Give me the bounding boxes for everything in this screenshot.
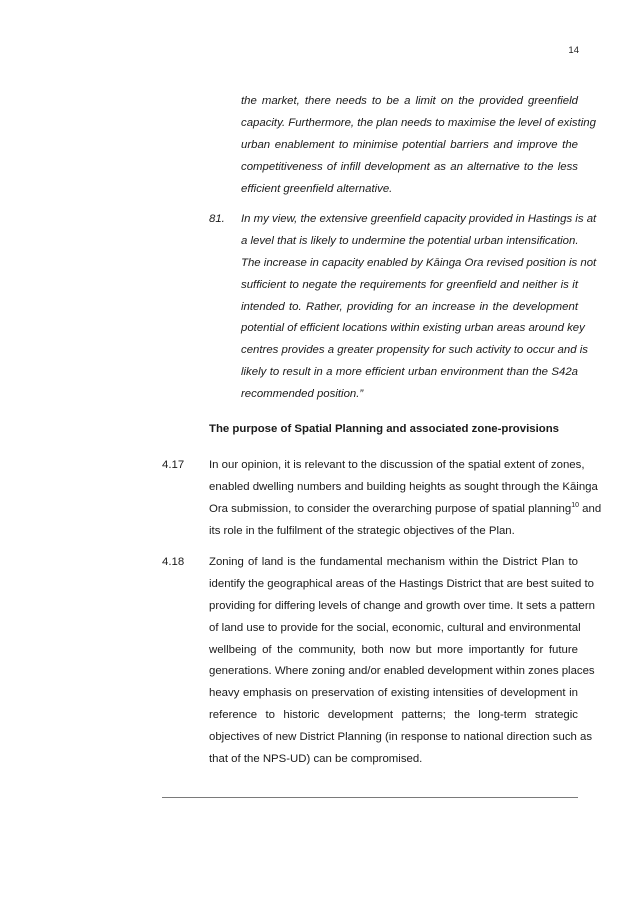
- text-line: centres provides a greater propensity for such activity to occur and is: [241, 344, 588, 357]
- paragraph-number: 4.18: [162, 556, 185, 568]
- paragraph-4-17: [209, 455, 602, 543]
- paragraph-number: 4.17: [162, 459, 185, 471]
- text-line: providing for differing levels of change and growth over time. It sets a pattern: [209, 599, 596, 612]
- page-number: 14: [568, 45, 579, 56]
- text-segment: Ora submission, to consider the overarching purpose of spatial planning: [209, 502, 572, 515]
- text-line: efficient greenfield alternative.: [241, 182, 393, 195]
- footnote-reference[interactable]: 10: [571, 501, 579, 509]
- section-heading: The purpose of Spatial Planning and associated zone-provisions: [209, 423, 560, 435]
- text-segment: and: [578, 502, 602, 515]
- text-line: Zoning of land is the fundamental mechanism within the District Plan to: [209, 556, 578, 568]
- text-line: urban enablement to minimise potential barriers and improve the: [241, 138, 578, 151]
- text-line: intended to. Rather, providing for an increase in the development: [241, 300, 578, 313]
- text-line: the market, there needs to be a limit on the provided greenfield: [241, 95, 578, 107]
- text-line: identify the geographical areas of the Hastings District that are best suited to: [209, 577, 594, 590]
- text-line: enabled dwelling numbers and building heights as sought through the Kāinga: [209, 480, 598, 493]
- text-line: objectives of new District Planning (in response to national direction such as: [209, 731, 593, 744]
- text-line: of land use to provide for the social, economic, cultural and environmental: [209, 621, 581, 634]
- text-line: that of the NPS-UD) can be compromised.: [209, 753, 423, 766]
- text-line: The increase in capacity enabled by Kāinga Ora revised position is not: [241, 256, 597, 269]
- text-line: capacity. Furthermore, the plan needs to maximise the level of existing: [241, 116, 596, 129]
- quote-paragraph-81: [241, 209, 597, 406]
- quote-paragraph-number: 81.: [209, 213, 225, 225]
- quote-continuation: [241, 91, 596, 200]
- text-line: [209, 499, 602, 521]
- text-line: generations. Where zoning and/or enabled development within zones places: [209, 665, 595, 678]
- text-line: potential of efficient locations within existing urban areas around key: [241, 322, 585, 335]
- text-line: sufficient to negate the requirements for greenfield and neither is it: [241, 278, 578, 291]
- text-line: competitiveness of infill development as an alternative to the less: [241, 160, 578, 173]
- text-line: recommended position.”: [241, 388, 364, 401]
- text-line: In my view, the extensive greenfield capacity provided in Hastings is at: [241, 213, 597, 225]
- text-line: a level that is likely to undermine the potential urban intensification.: [241, 234, 579, 247]
- paragraph-4-18: [209, 552, 596, 771]
- text-line: likely to result in a more efficient urban environment than the S42a: [241, 366, 578, 379]
- footnote-separator: [162, 797, 578, 798]
- text-line: In our opinion, it is relevant to the discussion of the spatial extent of zones,: [209, 459, 585, 471]
- text-line: reference to historic development patterns; the long-term strategic: [209, 709, 578, 722]
- text-line: its role in the fulfilment of the strategic objectives of the Plan.: [209, 524, 515, 537]
- text-line: heavy emphasis on preservation of existing intensities of development in: [209, 687, 578, 700]
- text-line: wellbeing of the community, both now but more importantly for future: [209, 643, 578, 656]
